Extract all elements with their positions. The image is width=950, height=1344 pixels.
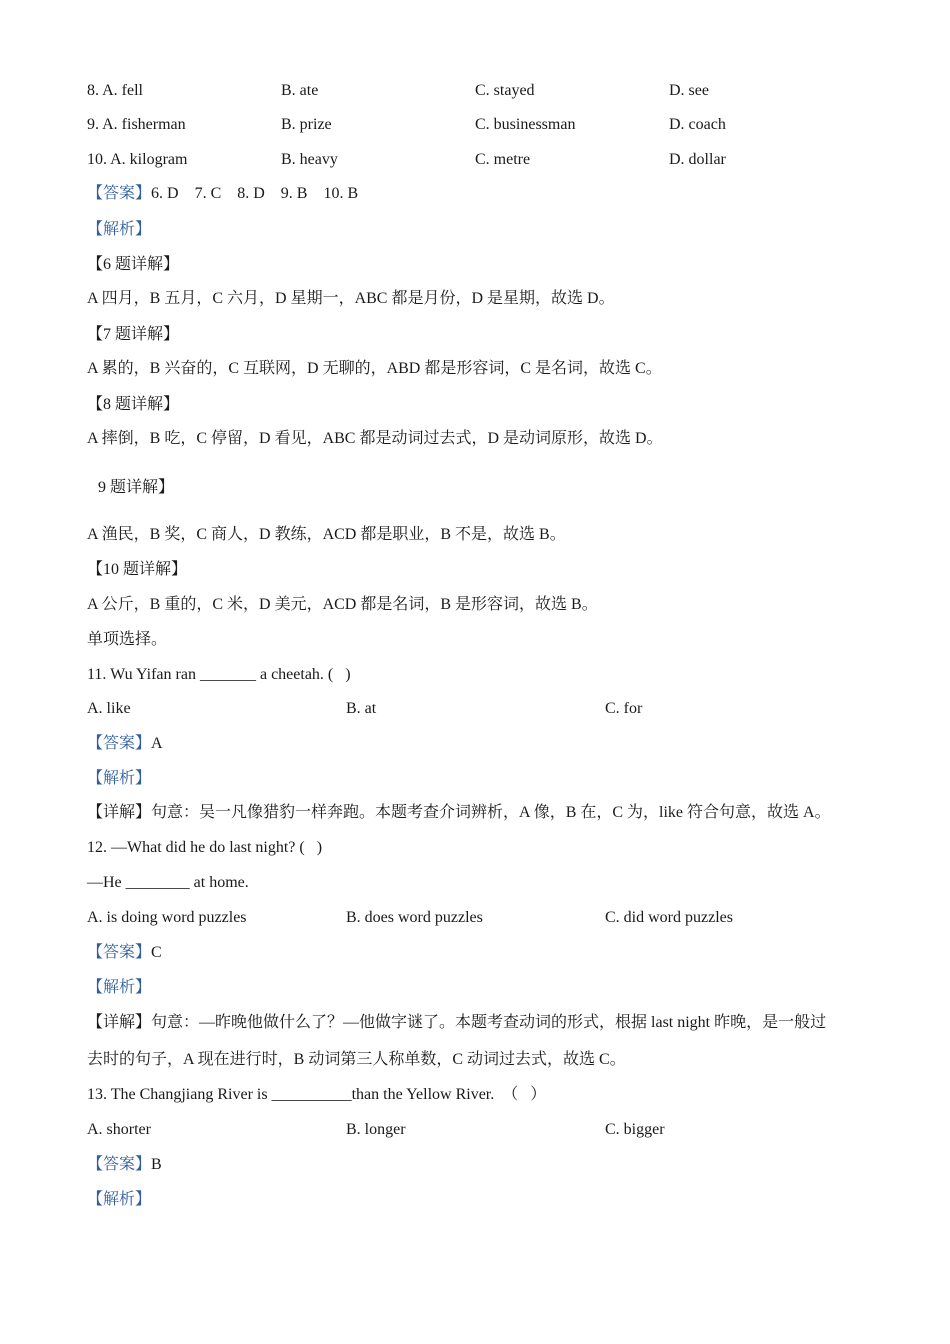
q12-analysis-tag: 【解析】	[87, 979, 152, 996]
detail-tag: 【详解】	[87, 804, 152, 821]
q6-detail-text: A 四月，B 五月，C 六月，D 星期一，ABC 都是月份，D 是星期，故选 D。	[87, 290, 615, 307]
q13-analysis-tag: 【解析】	[87, 1191, 152, 1208]
q13-option-b: B. longer	[346, 1121, 406, 1138]
q12-answer-value: C	[151, 944, 162, 961]
q12-stem-2: —He ________ at home.	[87, 874, 249, 891]
q12-detail-line-2: 去时的句子，A 现在进行时，B 动词第三人称单数，C 动词过去式，故选 C。	[87, 1051, 626, 1068]
q10-detail-title: 【10 题详解】	[87, 561, 188, 578]
q12-answer	[87, 942, 162, 964]
q7-detail-title: 【7 题详解】	[87, 326, 180, 343]
q6-detail-title: 【6 题详解】	[87, 256, 180, 273]
q11-detail	[87, 802, 831, 824]
q7-detail-text: A 累的，B 兴奋的，C 互联网，D 无聊的，ABD 都是形容词，C 是名词，故选 C。	[87, 360, 662, 377]
q9-option-b: B. prize	[281, 116, 332, 133]
q11-detail-text: 句意：吴一凡像猎豹一样奔跑。本题考查介词辨析，A 像，B 在，C 为，like 符合句意，故选 A。	[151, 804, 831, 821]
q8-detail-title: 【8 题详解】	[87, 396, 180, 413]
answer-tag: 【答案】	[87, 944, 152, 961]
q11-option-a: A. like	[87, 700, 131, 717]
q11-answer-value: A	[151, 735, 163, 752]
q12-detail-line-1	[87, 1012, 826, 1034]
q8-option-d: D. see	[669, 82, 709, 99]
q11-answer	[87, 733, 163, 755]
q8-option-c: C. stayed	[475, 82, 535, 99]
q9-detail-title: 9 题详解】	[98, 479, 175, 496]
q13-stem: 13. The Changjiang River is __________than the Yellow River. （ ）	[87, 1086, 547, 1103]
q8-option-a: 8. A. fell	[87, 82, 143, 99]
q10-option-a: 10. A. kilogram	[87, 151, 188, 168]
q12-option-b: B. does word puzzles	[346, 909, 483, 926]
q13-answer-value: B	[151, 1156, 162, 1173]
q13-option-a: A. shorter	[87, 1121, 151, 1138]
q9-detail-text: A 渔民，B 奖，C 商人，D 教练，ACD 都是职业，B 不是，故选 B。	[87, 526, 566, 543]
q12-stem: 12. —What did he do last night? ( )	[87, 839, 323, 856]
q11-option-b: B. at	[346, 700, 377, 717]
analysis-tag: 【解析】	[87, 221, 152, 238]
q10-option-c: C. metre	[475, 151, 531, 168]
q9-option-c: C. businessman	[475, 116, 576, 133]
q8-option-b: B. ate	[281, 82, 319, 99]
answers-text: 6. D 7. C 8. D 9. B 10. B	[151, 185, 359, 202]
q8-detail-text: A 摔倒，B 吃，C 停留，D 看见，ABC 都是动词过去式，D 是动词原形，故选 D。	[87, 430, 663, 447]
answer-tag: 【答案】	[87, 1156, 152, 1173]
q9-option-a: 9. A. fisherman	[87, 116, 186, 133]
q10-option-b: B. heavy	[281, 151, 338, 168]
section-title: 单项选择。	[87, 631, 168, 648]
q12-option-a: A. is doing word puzzles	[87, 909, 247, 926]
q11-analysis-tag: 【解析】	[87, 770, 152, 787]
q10-detail-text: A 公斤，B 重的，C 米，D 美元，ACD 都是名词，B 是形容词，故选 B。	[87, 596, 598, 613]
answer-tag: 【答案】	[87, 185, 152, 202]
q12-detail-text-1: 句意：—昨晚他做什么了？—他做字谜了。本题考查动词的形式，根据 last night 昨晚，是一般过	[151, 1014, 827, 1031]
q11-stem: 11. Wu Yifan ran _______ a cheetah. ( )	[87, 666, 351, 683]
q9-option-d: D. coach	[669, 116, 726, 133]
q12-option-c: C. did word puzzles	[605, 909, 733, 926]
q11-option-c: C. for	[605, 700, 643, 717]
detail-tag: 【详解】	[87, 1014, 152, 1031]
q10-option-d: D. dollar	[669, 151, 726, 168]
q13-option-c: C. bigger	[605, 1121, 665, 1138]
answer-tag: 【答案】	[87, 735, 152, 752]
q13-answer	[87, 1154, 162, 1176]
answers-6-10	[87, 183, 358, 205]
